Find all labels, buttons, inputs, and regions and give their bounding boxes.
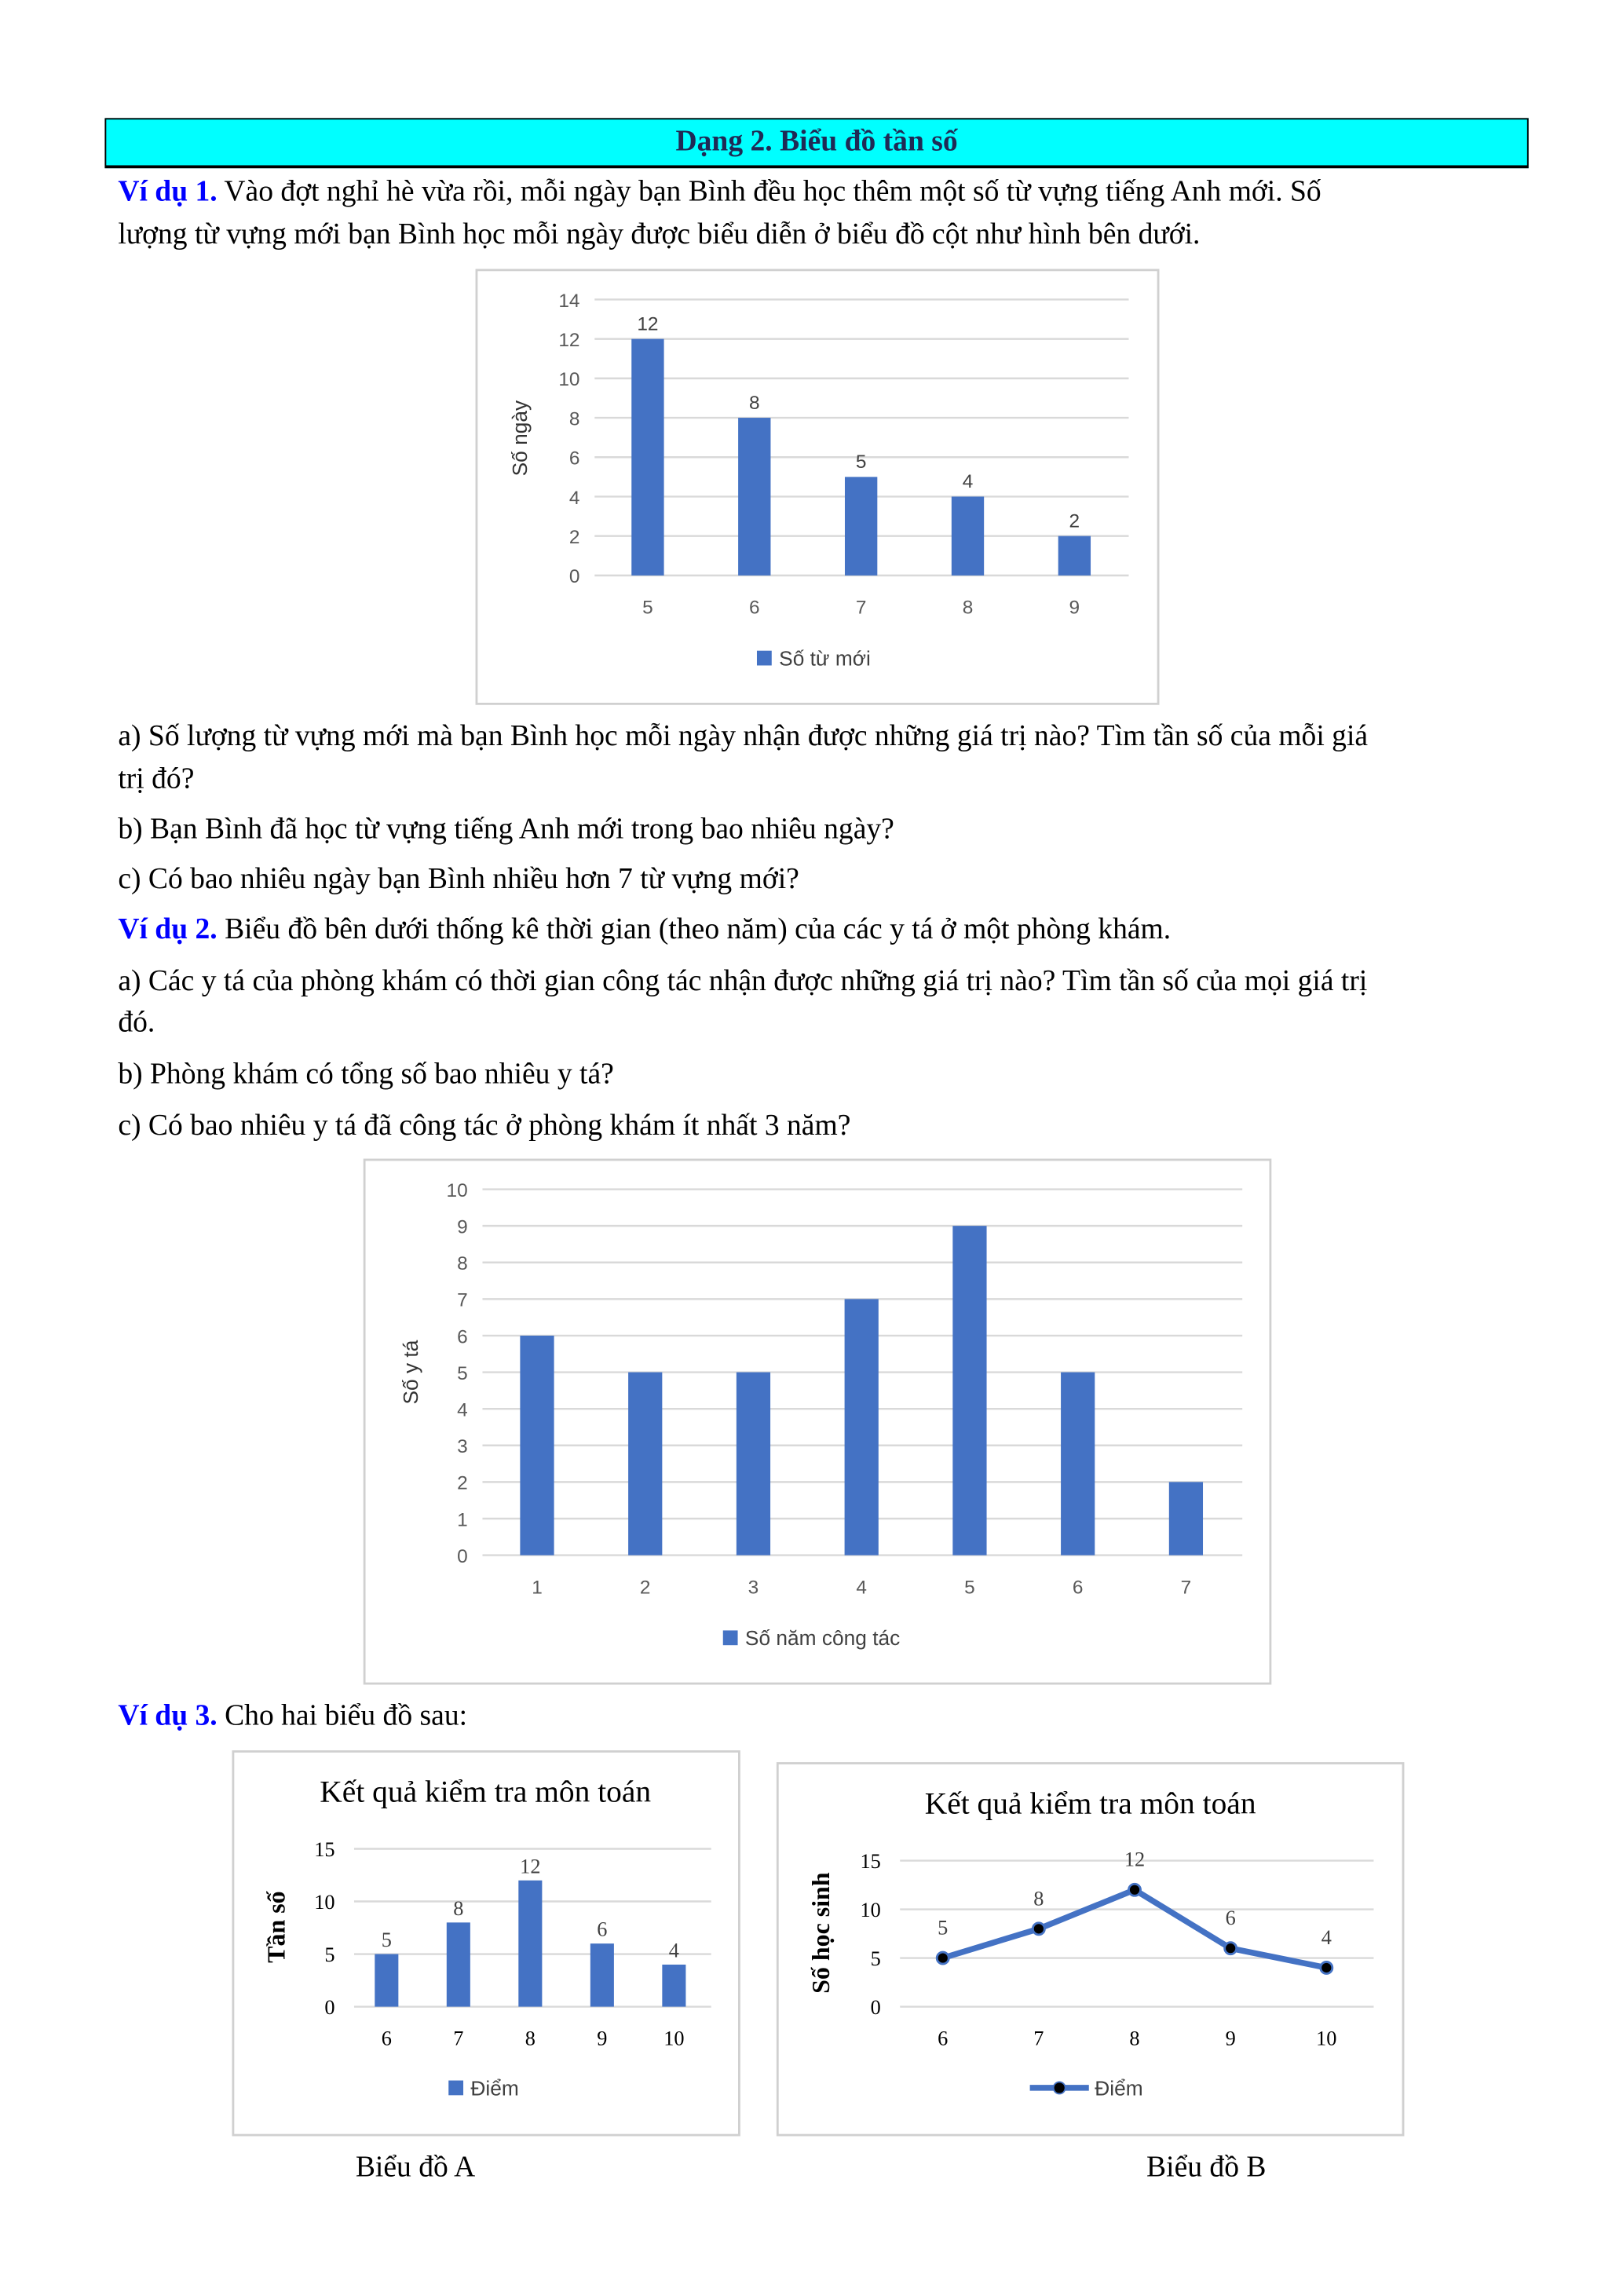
chart3-x-tick-label: 8: [525, 2027, 536, 2050]
chart3-title: Kết quả kiểm tra môn toán: [320, 1774, 652, 1809]
chart2-y-tick-label: 1: [457, 1509, 468, 1531]
chart3-x-tick-label: 9: [597, 2027, 608, 2050]
example2-question-c: c) Có bao nhiêu y tá đã công tác ở phòng khám ít nhất 3 năm?: [118, 1110, 851, 1143]
caption-chart-a: Biểu đồ A: [355, 2151, 476, 2184]
chart4-y-tick-label: 10: [860, 1898, 881, 1921]
chart2-x-tick-label: 7: [1180, 1577, 1192, 1599]
example1-question-c: c) Có bao nhiêu ngày bạn Bình nhiều hơn 7 từ vựng mới?: [118, 863, 799, 896]
chart4-x-tick-label: 8: [1129, 2027, 1140, 2050]
chart4-y-tick-label: 15: [860, 1849, 881, 1873]
chart1-x-tick-label: 7: [855, 597, 867, 619]
chart1-bar: [952, 496, 984, 575]
chart2-bar: [845, 1299, 879, 1555]
chart2-y-tick-label: 5: [457, 1362, 468, 1384]
chart4-y-axis-label: Số học sinh: [807, 1872, 835, 1994]
chart3-data-label: 6: [597, 1918, 608, 1941]
chart4-marker: [1225, 1943, 1237, 1954]
chart4-marker: [1321, 1961, 1332, 1973]
chart1-y-tick-label: 10: [558, 369, 580, 391]
example2-label: Ví dụ 2.: [118, 913, 217, 946]
chart1-x-tick-label: 9: [1069, 597, 1080, 619]
example3-label: Ví dụ 3.: [118, 1699, 217, 1733]
chart1-data-label: 2: [1069, 510, 1080, 532]
chart3-x-tick-label: 7: [453, 2027, 464, 2050]
example1-text-2: lượng từ vựng mới bạn Bình học mỗi ngày được biểu diễn ở biểu đồ cột như hình bên dưới.: [118, 218, 1201, 251]
chart2-y-tick-label: 10: [446, 1179, 468, 1201]
chart3-y-tick-label: 5: [324, 1943, 335, 1966]
chart3-bar: [447, 1922, 470, 2006]
chart3-data-label: 4: [668, 1939, 679, 1962]
example1-question-a: a) Số lượng từ vựng mới mà bạn Bình học mỗi ngày nhận được những giá trị nào? Tìm tần số của mỗi giá: [118, 720, 1369, 753]
chart2-frame: [364, 1160, 1270, 1684]
chart3-bar: [375, 1954, 398, 2007]
chart4-data-label: 4: [1321, 1925, 1332, 1949]
chart4-title: Kết quả kiểm tra môn toán: [924, 1786, 1256, 1821]
chart1-y-tick-label: 14: [558, 290, 580, 312]
chart4-marker: [937, 1952, 949, 1964]
chart3-y-tick-label: 10: [314, 1890, 335, 1914]
chart2-bar: [628, 1373, 662, 1556]
chart2-x-tick-label: 4: [856, 1577, 867, 1599]
chart2-y-tick-label: 4: [457, 1399, 468, 1421]
chart3-legend-label: Điểm: [470, 2076, 519, 2100]
chart1-y-tick-label: 2: [568, 527, 580, 549]
section-header: Dạng 2. Biểu đồ tần số: [104, 118, 1528, 168]
chart1-y-tick-label: 0: [568, 566, 580, 588]
chart3-y-axis-label: Tần số: [262, 1891, 291, 1963]
chart1-data-label: 5: [855, 452, 867, 473]
chart2-y-tick-label: 7: [457, 1289, 468, 1311]
chart2-y-axis-label: Số y tá: [398, 1340, 422, 1405]
chart1-y-tick-label: 4: [568, 487, 580, 509]
chart2-x-tick-label: 1: [532, 1577, 543, 1599]
chart2-y-tick-label: 8: [457, 1253, 468, 1275]
chart3-bar: [518, 1881, 542, 2007]
example1-label: Ví dụ 1.: [118, 175, 217, 208]
chart2-bar: [737, 1373, 770, 1556]
chart4-x-tick-label: 9: [1225, 2027, 1236, 2050]
chart1-y-tick-label: 6: [568, 448, 580, 470]
chart4-legend-marker: [1054, 2082, 1066, 2093]
chart1-legend-label: Số từ mới: [779, 646, 871, 671]
chart1-bar: [738, 418, 770, 576]
chart1-data-label: 4: [962, 471, 974, 493]
chart1-bar: [1058, 536, 1091, 576]
chart1-data-label: 8: [748, 392, 760, 414]
chart4-x-tick-label: 7: [1033, 2027, 1044, 2050]
chart3-data-label: 5: [381, 1929, 392, 1952]
chart2-x-tick-label: 6: [1072, 1577, 1084, 1599]
example2-question-a-cont: đó.: [118, 1006, 155, 1039]
chart3-x-tick-label: 6: [381, 2027, 392, 2050]
chart3-bar: [662, 1965, 685, 2007]
chart1-bar: [845, 477, 877, 575]
chart3-data-label: 12: [520, 1855, 541, 1878]
example3-text: Cho hai biểu đồ sau:: [217, 1699, 468, 1733]
chart2-x-tick-label: 5: [964, 1577, 975, 1599]
chart2-y-tick-label: 9: [457, 1216, 468, 1238]
example2-text: Biểu đồ bên dưới thống kê thời gian (theo năm) của các y tá ở một phòng khám.: [217, 913, 1172, 946]
chart3-bar: [590, 1943, 614, 2006]
chart2-bar: [952, 1226, 986, 1555]
chart4-y-tick-label: 5: [870, 1947, 881, 1970]
chart3-y-tick-label: 15: [314, 1837, 335, 1861]
example1-question-b: b) Bạn Bình đã học từ vựng tiếng Anh mới trong bao nhiêu ngày?: [118, 813, 894, 846]
chart2-x-tick-label: 2: [639, 1577, 651, 1599]
chart4-legend-label: Điểm: [1095, 2076, 1143, 2100]
chart3-legend-swatch: [448, 2081, 463, 2096]
chart2-legend-swatch: [723, 1630, 738, 1645]
chart2-y-tick-label: 3: [457, 1436, 468, 1458]
chart1-x-tick-label: 5: [642, 597, 653, 619]
chart3-y-tick-label: 0: [324, 1995, 335, 2019]
chart1-bar: [631, 339, 663, 576]
chart1-x-tick-label: 6: [748, 597, 760, 619]
chart1-data-label: 12: [637, 313, 659, 335]
chart3-x-tick-label: 10: [663, 2027, 685, 2050]
chart4-data-label: 5: [938, 1916, 949, 1940]
chart1-legend-swatch: [757, 651, 772, 666]
chart1-x-tick-label: 8: [962, 597, 974, 619]
chart4-y-tick-label: 0: [870, 1995, 881, 2019]
chart4-data-label: 8: [1033, 1887, 1044, 1910]
chart2-bar: [520, 1336, 554, 1556]
chart1-y-axis-label: Số ngày: [507, 400, 532, 477]
example1-question-a-cont: trị đó?: [118, 762, 195, 795]
chart2-x-tick-label: 3: [748, 1577, 759, 1599]
chart2-legend-label: Số năm công tác: [744, 1626, 901, 1651]
caption-chart-b: Biểu đồ B: [1146, 2151, 1267, 2184]
chart4-data-label: 6: [1225, 1907, 1236, 1930]
chart1-y-tick-label: 8: [568, 408, 580, 430]
chart1-y-tick-label: 12: [558, 330, 580, 352]
chart2-y-tick-label: 2: [457, 1472, 468, 1494]
chart4-x-tick-label: 6: [938, 2027, 949, 2050]
example2-question-b: b) Phòng khám có tổng số bao nhiêu y tá?: [118, 1058, 614, 1091]
example1-text: Vào đợt nghỉ hè vừa rồi, mỗi ngày bạn Bình đều học thêm một số từ vựng tiếng Anh mới. Số: [217, 175, 1321, 208]
chart2-y-tick-label: 6: [457, 1326, 468, 1348]
chart2-bar: [1061, 1373, 1095, 1556]
chart3-data-label: 8: [453, 1896, 464, 1920]
chart2-bar: [1169, 1482, 1203, 1555]
chart2-y-tick-label: 0: [457, 1545, 468, 1567]
chart4-marker: [1033, 1923, 1044, 1935]
chart4-data-label: 12: [1124, 1848, 1146, 1871]
chart4-x-tick-label: 10: [1316, 2027, 1337, 2050]
chart4-marker: [1129, 1884, 1141, 1896]
example2-question-a: a) Các y tá của phòng khám có thời gian công tác nhận được những giá trị nào? Tìm tần số của mọi giá trị: [118, 964, 1368, 998]
